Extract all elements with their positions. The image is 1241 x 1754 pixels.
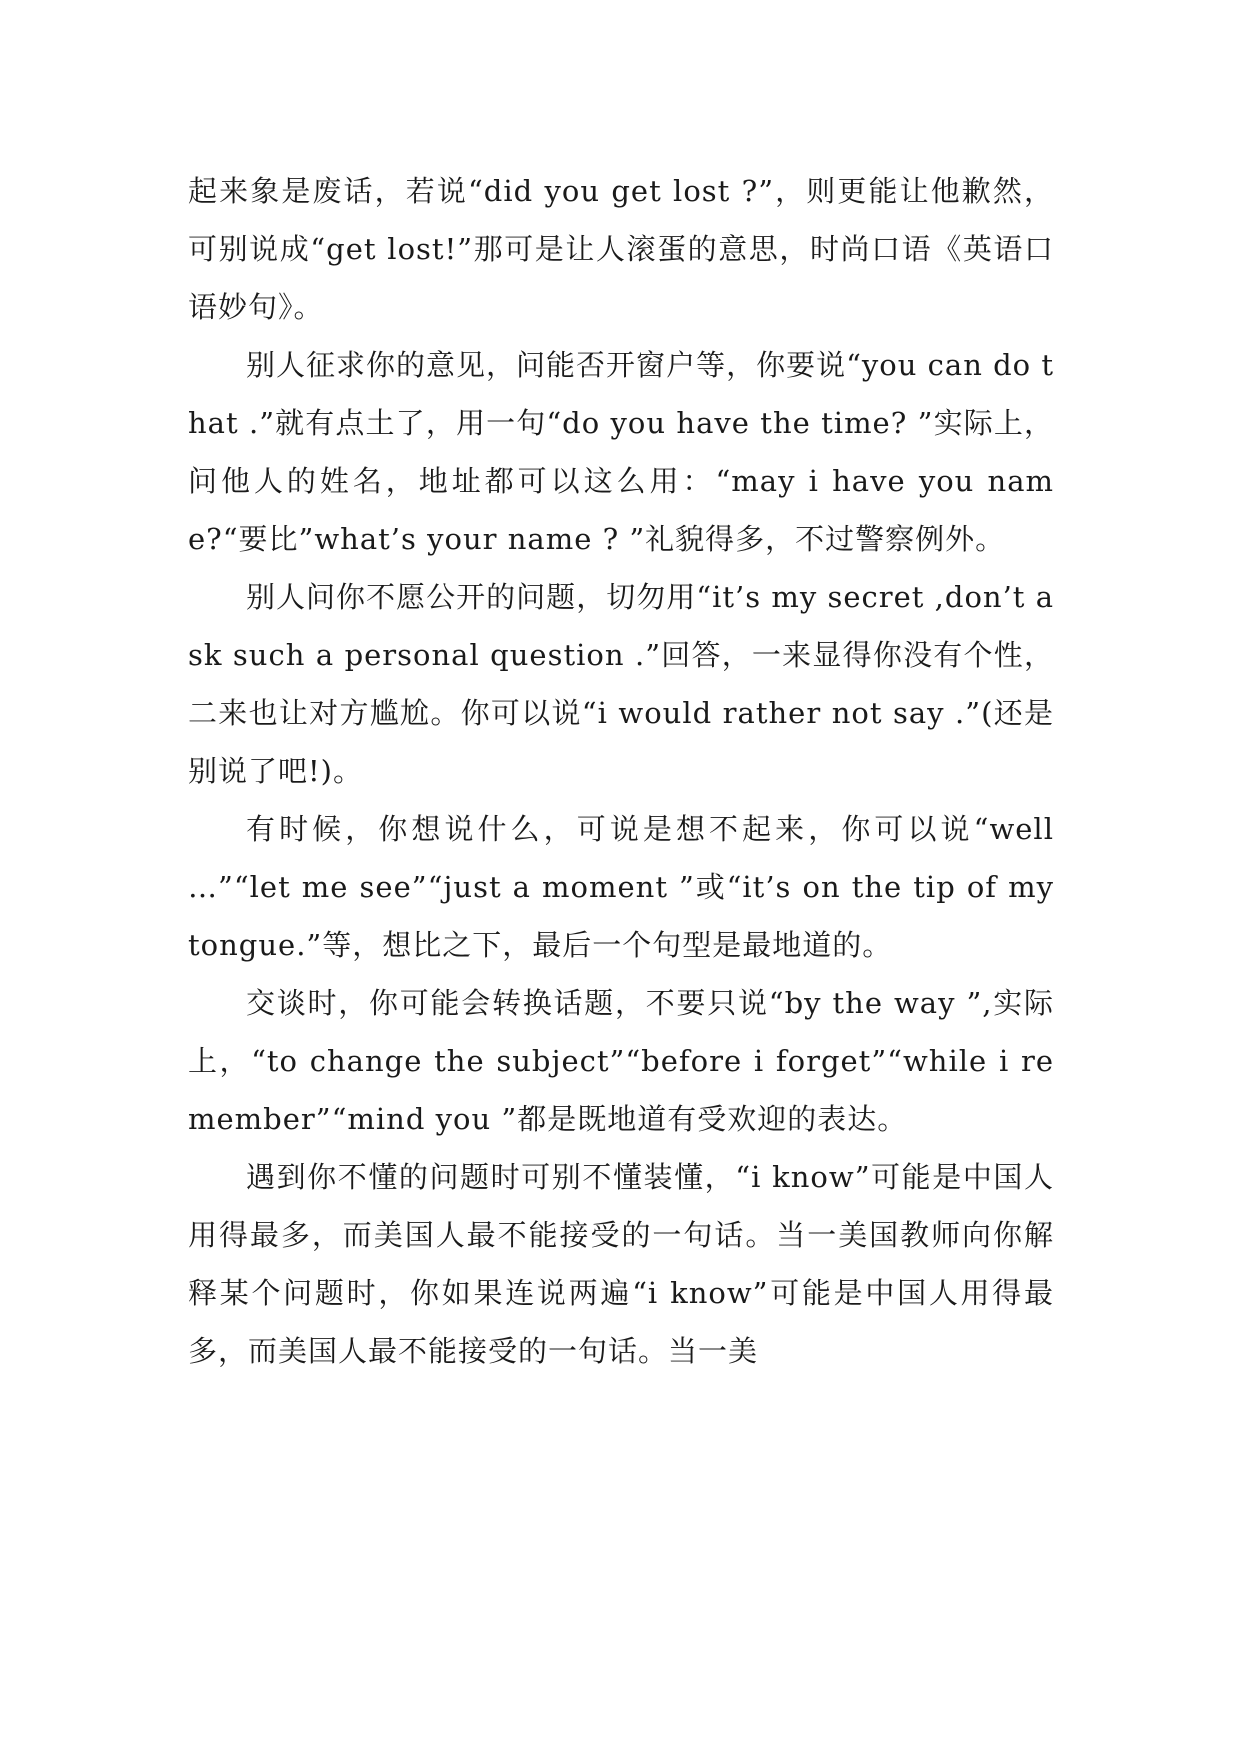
paragraph-3: 别人问你不愿公开的问题，切勿用“it’s my secret ,don’t ask such a personal question .”回答，一来显得你没有个性，二来也让对方尴尬。你可以说“i would rather not say .”(还是别说了吧!)。 xyxy=(188,580,1054,788)
paragraph-1: 起来象是废话，若说“did you get lost ?”，则更能让他歉然，可别说成“get lost!”那可是让人滚蛋的意思，时尚口语《英语口语妙句》。 xyxy=(188,174,1054,324)
document-body xyxy=(188,162,1054,1380)
paragraph-4: 有时候，你想说什么，可说是想不起来，你可以说“well …”“let me see”“just a moment ”或“it’s on the tip of my tongue.”等，想比之下，最后一个句型是最地道的。 xyxy=(188,812,1054,962)
paragraph-2: 别人征求你的意见，问能否开窗户等，你要说“you can do that .”就有点土了，用一句“do you have the time? ”实际上，问他人的姓名，地址都可以这么用：“may i have you name?“要比”what’s your name ? ”礼貌得多，不过警察例外。 xyxy=(188,348,1054,556)
paragraph-6: 遇到你不懂的问题时可别不懂装懂，“i know”可能是中国人用得最多，而美国人最不能接受的一句话。当一美国教师向你解释某个问题时，你如果连说两遍“i know”可能是中国人用得最多，而美国人最不能接受的一句话。当一美 xyxy=(188,1160,1054,1368)
paragraph-5: 交谈时，你可能会转换话题，不要只说“by the way ”,实际上，“to change the subject”“before i forget”“while i remember”“mind you ”都是既地道有受欢迎的表达。 xyxy=(188,986,1054,1136)
